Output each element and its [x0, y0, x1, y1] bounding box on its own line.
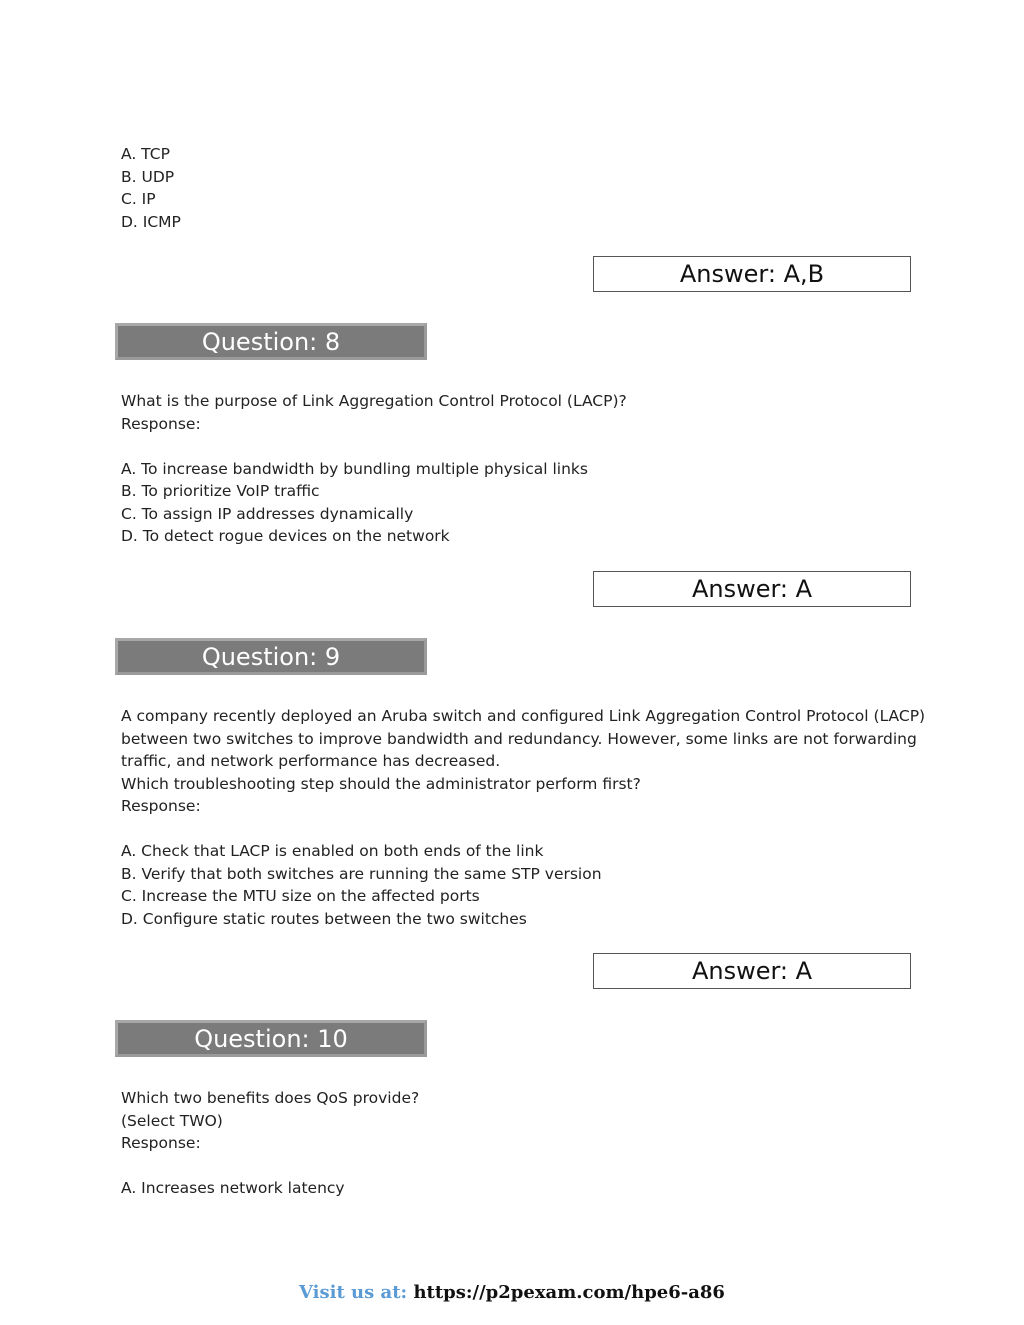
q8-question: What is the purpose of Link Aggregation Control Protocol (LACP)? — [121, 392, 627, 410]
q8-response-label: Response: — [121, 414, 201, 433]
q7-option-d: D. ICMP — [121, 212, 181, 231]
q7-option-c: C. IP — [121, 190, 156, 208]
q8-title: Question: 8 — [201, 327, 341, 356]
footer — [0, 1282, 1024, 1303]
q9-question-line-1: A company recently deployed an Aruba switch and configured Link Aggregation Control Protocol (LACP) — [121, 707, 926, 725]
footer-url-link[interactable]: https://p2pexam.com/hpe6-a86 — [413, 1282, 725, 1303]
q10-response-label: Response: — [121, 1134, 201, 1152]
q8-answer-text: Answer: A — [691, 575, 813, 603]
q8-heading — [115, 323, 427, 360]
q10-heading — [115, 1020, 427, 1057]
q9-response-label: Response: — [121, 797, 201, 815]
q9-answer-text: Answer: A — [691, 957, 813, 985]
q10-title: Question: 10 — [194, 1024, 348, 1053]
q9-question-line-2: between two switches to improve bandwidth and redundancy. However, some links are not forwarding — [121, 729, 917, 748]
q9-question-line-3: traffic, and network performance has decreased. — [121, 752, 501, 770]
q10-question: Which two benefits does QoS provide? — [121, 1089, 420, 1107]
q8-option-d: D. To detect rogue devices on the network — [121, 527, 450, 545]
q9-question-line-4: Which troubleshooting step should the administrator perform first? — [121, 774, 641, 793]
q7-option-a: A. TCP — [121, 145, 170, 163]
q9-option-c: C. Increase the MTU size on the affected ports — [121, 887, 480, 905]
q9-option-a: A. Check that LACP is enabled on both ends of the link — [121, 842, 544, 860]
q10-select-note: (Select TWO) — [121, 1111, 223, 1130]
q8-answer-box — [593, 571, 911, 607]
q9-option-b: B. Verify that both switches are running the same STP version — [121, 864, 602, 883]
q8-option-c: C. To assign IP addresses dynamically — [121, 504, 414, 523]
q7-answer-text: Answer: A,B — [679, 260, 825, 288]
q9-option-d: D. Configure static routes between the two switches — [121, 909, 527, 928]
q10-option-a: A. Increases network latency — [121, 1179, 345, 1197]
q7-answer-box — [593, 256, 911, 292]
q8-option-b: B. To prioritize VoIP traffic — [121, 482, 320, 500]
footer-label: Visit us at: — [299, 1282, 408, 1303]
q9-title: Question: 9 — [201, 642, 341, 671]
q9-heading — [115, 638, 427, 675]
q7-option-b: B. UDP — [121, 167, 175, 186]
q9-answer-box — [593, 953, 911, 989]
q8-option-a: A. To increase bandwidth by bundling multiple physical links — [121, 459, 588, 478]
